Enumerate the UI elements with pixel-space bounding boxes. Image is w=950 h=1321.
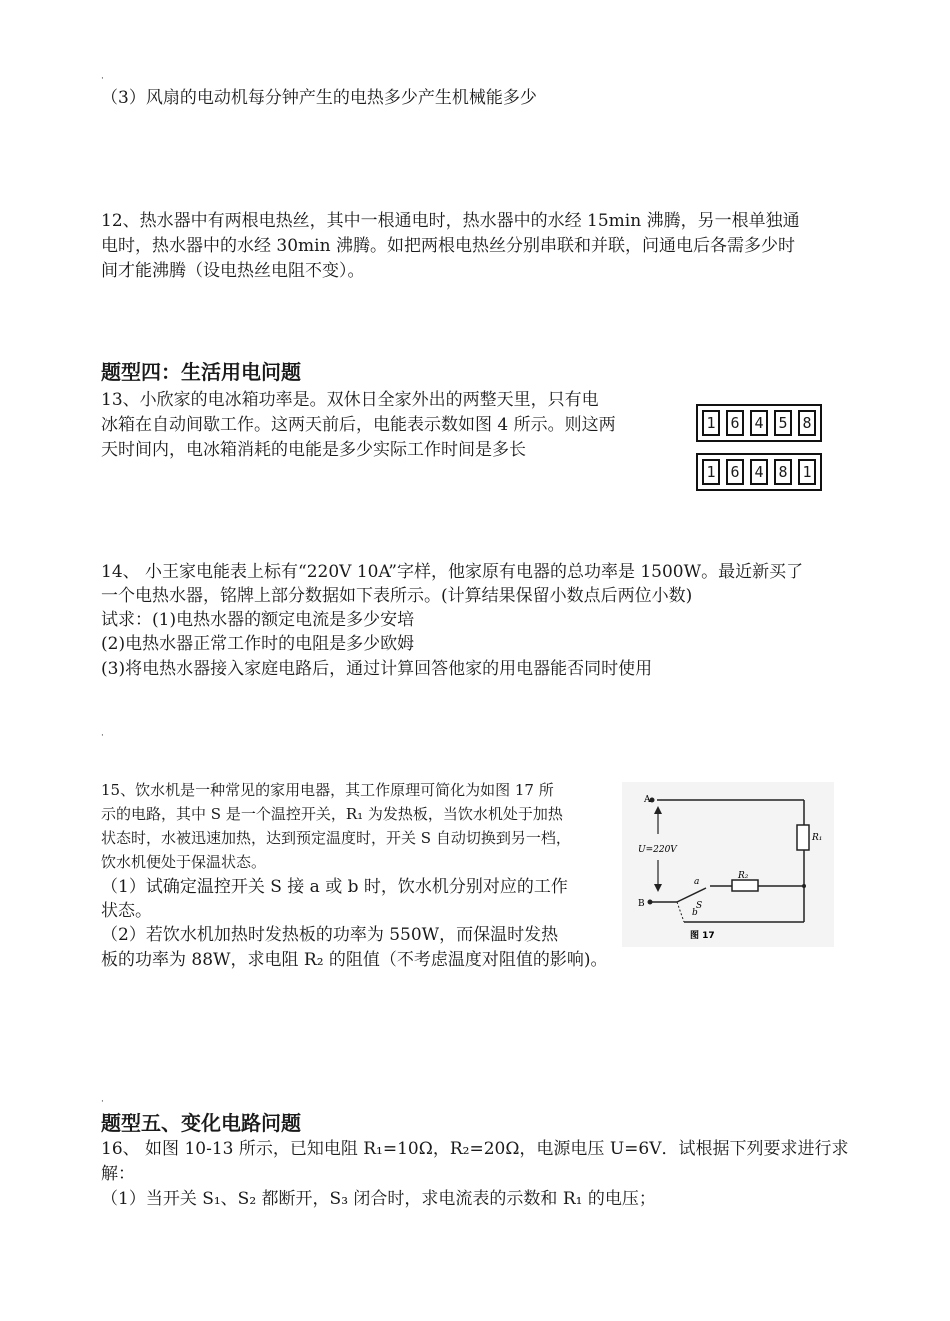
junction-dot [802,884,806,888]
q13-line-1: 13、小欣家的电冰箱功率是。双休日全家外出的两整天里，只有电 [101,390,599,410]
q15-line-2: 示的电路，其中 S 是一个温控开关，R₁ 为发热板，当饮水机处于加热 [101,805,563,823]
stray-mark: · [101,1097,104,1107]
q14-line-4: (2)电热水器正常工作时的电阻是多少欧姆 [101,634,415,654]
q15-line-4: 饮水机便处于保温状态。 [101,853,267,871]
label-node-a: A [644,795,651,805]
q14-line-5: (3)将电热水器接入家庭电路后，通过计算回答他家的用电器能否同时使用 [101,659,653,679]
circuit-diagram-figure [622,782,834,947]
q16-line-3: （1）当开关 S₁、S₂ 都断开，S₃ 闭合时，求电流表的示数和 R₁ 的电压； [101,1189,656,1209]
q14-line-1: 14、 小王家电能表上标有“220V 10A”字样，他家原有电器的总功率是 1500W。最近新买了 [101,562,804,582]
q14-line-2: 一个电热水器，铭牌上部分数据如下表所示。(计算结果保留小数点后两位小数) [101,586,693,606]
q14-line-3: 试求：(1)电热水器的额定电流是多少安培 [101,610,415,630]
resistor-r2 [732,880,758,891]
meter-digit: 1 [702,459,720,485]
q12-line-3: 间才能沸腾（设电热丝电阻不变）。 [101,261,365,281]
meter-digit: 4 [750,410,768,436]
q15-line-3: 状态时，水被迅速加热，达到预定温度时，开关 S 自动切换到另一档， [101,829,571,847]
meter-digit: 5 [774,410,792,436]
meter-digit: 8 [798,410,816,436]
q12-line-2: 电时，热水器中的水经 30min 沸腾。如把两根电热丝分别串联和并联，问通电后各需多少时 [101,236,795,256]
q12-line-1: 12、热水器中有两根电热丝，其中一根通电时，热水器中的水经 15min 沸腾，另一根单独通 [101,211,800,231]
q15-line-1: 15、饮水机是一种常见的家用电器，其工作原理可简化为如图 17 所 [101,781,554,799]
meter-digit: 8 [774,459,792,485]
section5-heading: 题型五、变化电路问题 [101,1111,301,1135]
q15-line-6: 状态。 [101,901,152,921]
q16-line-2: 解： [101,1164,135,1184]
q13-line-3: 天时间内，电冰箱消耗的电能是多少实际工作时间是多长 [101,440,526,460]
label-switch: S [696,901,703,911]
q13-line-2: 冰箱在自动间歇工作。这两天前后，电能表示数如图 4 所示。则这两 [101,415,616,435]
q15-line-7: （2）若饮水机加热时发热板的功率为 550W，而保温时发热 [101,925,559,945]
label-r2: R₂ [738,871,749,881]
meter-digit: 4 [750,459,768,485]
label-voltage: U=220V [638,845,677,855]
meter-reading-after [696,453,822,491]
q15-line-8: 板的功率为 88W，求电阻 R₂ 的阻值（不考虑温度对阻值的影响)。 [101,950,608,970]
q15-line-5: （1）试确定温控开关 S 接 a 或 b 时，饮水机分别对应的工作 [101,877,568,897]
stray-mark: · [101,74,104,84]
meter-digit: 6 [726,459,744,485]
figure-caption: 图 17 [690,931,715,941]
q11-part3: （3）风扇的电动机每分钟产生的电热多少产生机械能多少 [101,88,537,108]
q16-line-1: 16、 如图 10-13 所示，已知电阻 R₁=10Ω，R₂=20Ω，电源电压 U=6V．试根据下列要求进行求 [101,1139,849,1159]
resistor-r1 [797,825,809,850]
label-r1: R₁ [812,833,823,843]
label-contact-a: a [694,877,700,887]
node-b-dot [648,900,653,905]
meter-reading-before [696,404,822,442]
meter-digit: 6 [726,410,744,436]
stray-mark: · [101,731,104,741]
section4-heading: 题型四：生活用电问题 [101,360,301,384]
label-node-b: B [638,899,645,909]
label-contact-b: b [692,908,698,918]
meter-digit: 1 [702,410,720,436]
meter-digit: 1 [798,459,816,485]
